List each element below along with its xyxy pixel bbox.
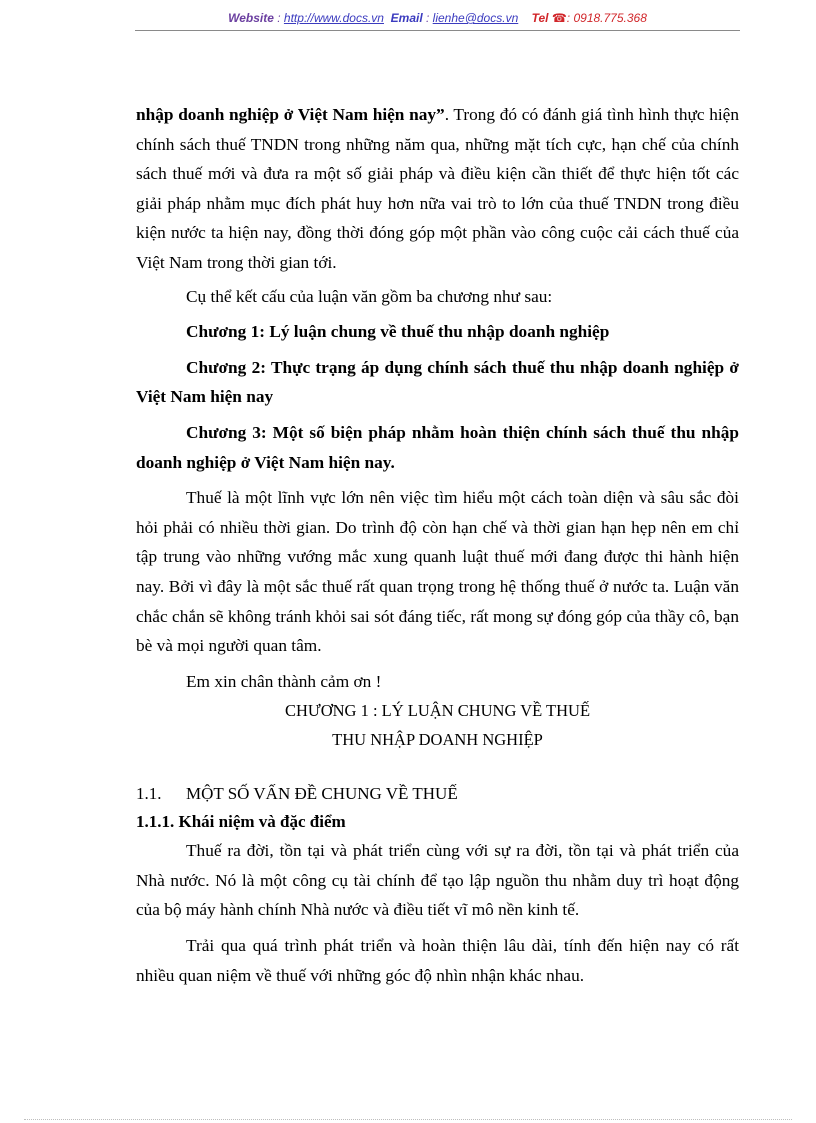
subsection-heading: 1.1.1. Khái niệm và đặc điểm	[136, 812, 346, 832]
footer-divider	[24, 1119, 792, 1120]
page-header	[135, 11, 740, 31]
concepts-paragraph: Trải qua quá trình phát triển và hoàn thiện lâu dài, tính đến hiện nay có rất nhiều quan niệm về thuế với những góc độ nhìn nhận khác nhau.	[136, 936, 739, 985]
website-link[interactable]: http://www.docs.vn	[283, 11, 384, 25]
intro-bold-text: nhập doanh nghiệp ở Việt Nam hiện nay”	[136, 105, 445, 124]
intro-text: . Trong đó có đánh giá tình hình thực hiện chính sách thuế TNDN trong những năm qua, những mặt tích cực, hạn chế của chính sách thuế mới và đưa ra một số giải pháp và điều kiện cần thiết để thực hiện tốt các giải pháp nhằm mục đích phát huy hơn nữa vai trò to lớn của thuế TNDN trong điều kiện nước ta hiện nay, đồng thời đóng góp một phần vào công cuộc cải cách thuế của Việt Nam trong thời gian tới.	[136, 105, 739, 272]
document-body	[136, 100, 739, 990]
section-number: 1.1.	[136, 784, 162, 804]
thanks-line: Em xin chân thành cảm ơn !	[186, 671, 382, 691]
chapter-title-line-2: THU NHẬP DOANH NGHIỆP	[332, 730, 543, 750]
email-link[interactable]: lienhe@docs.vn	[432, 11, 519, 25]
website-label: Website	[228, 11, 274, 25]
intro-paragraph	[136, 100, 739, 278]
email-label: Email	[390, 11, 423, 25]
phone-icon: ☎	[551, 11, 567, 25]
chapter-1-summary: Chương 1: Lý luận chung về thuế thu nhập doanh nghiệp	[186, 322, 610, 342]
section-title: MỘT SỐ VẤN ĐỀ CHUNG VỀ THUẾ	[186, 784, 458, 804]
birth-paragraph: Thuế ra đời, tồn tại và phát triển cùng với sự ra đời, tồn tại và phát triển của Nhà nước. Nó là một công cụ tài chính để tạo lập nguồn thu nhằm duy trì hoạt động của bộ máy hành chính Nhà nước và điều tiết vĩ mô nền kinh tế.	[136, 841, 739, 920]
structure-intro: Cụ thể kết cấu của luận văn gồm ba chương như sau:	[186, 286, 553, 306]
chapter-title-line-1: CHƯƠNG 1 : LÝ LUẬN CHUNG VỀ THUẾ	[284, 701, 591, 721]
website-separator: :	[273, 11, 284, 25]
tel-value: : 0918.775.368	[566, 11, 647, 25]
chapter-2-summary: Chương 2: Thực trạng áp dụng chính sách thuế thu nhập doanh nghiệp ở Việt Nam hiện nay	[136, 357, 739, 407]
section-heading	[136, 780, 739, 808]
email-separator: :	[422, 11, 433, 25]
tel-label: Tel	[531, 11, 549, 25]
chapter-3-summary: Chương 3: Một số biện pháp nhằm hoàn thiện chính sách thuế thu nhập doanh nghiệp ở Việt Nam hiện nay.	[136, 422, 739, 472]
tax-paragraph: Thuế là một lĩnh vực lớn nên việc tìm hiểu một cách toàn diện và sâu sắc đòi hỏi phải có nhiều thời gian. Do trình độ còn hạn chế và thời gian hạn hẹp nên em chỉ tập trung vào những vướng mắc xung quanh luật thuế mới đang được thi hành hiện nay. Bởi vì đây là một sắc thuế rất quan trọng trong hệ thống thuế ở nước ta. Luận văn chắc chắn sẽ không tránh khỏi sai sót đáng tiếc, rất mong sự đóng góp của thầy cô, bạn bè và mọi người quan tâm.	[136, 488, 739, 656]
